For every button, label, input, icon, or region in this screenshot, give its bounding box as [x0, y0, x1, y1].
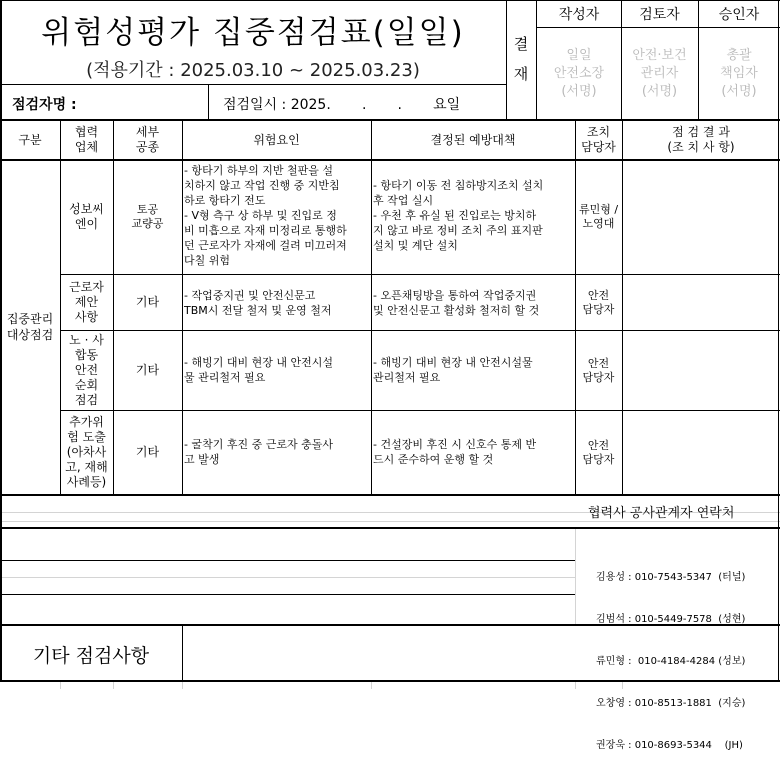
- signer-reviewer-box[interactable]: 안전·보건 관리자 (서명): [632, 47, 687, 99]
- approval-role-approver: 승인자: [718, 6, 760, 23]
- approval-role-writer: 작성자: [558, 6, 600, 23]
- approval-role-reviewer: 검토자: [639, 6, 680, 23]
- signer-writer-box[interactable]: 일일 안전소장 (서명): [553, 47, 605, 99]
- row4-hazard: - 굴착기 후진 중 근로자 충돌사 고 발생: [184, 438, 333, 466]
- inspection-date-label: 점검일시 : 2025. . . 요일: [223, 97, 461, 113]
- contact-item: 김범석 : 010-5449-7578 (성현): [596, 614, 746, 625]
- col-header-result: 점 검 결 과 (조 치 사 항): [667, 125, 735, 154]
- contact-item: 류민형 : 010-4184-4284 (성보): [596, 656, 746, 667]
- inspector-label: 점검자명 :: [12, 97, 77, 113]
- approval-side-label: 결 재: [513, 35, 529, 83]
- row2-result[interactable]: [622, 275, 780, 330]
- col-header-manager: 조치 담당자: [581, 125, 616, 154]
- row1-measure: - 항타기 이동 전 침하방지조치 설치 후 작업 실시 - 우천 후 유실 된 진입로는 방치하 지 않고 바로 정비 조치 주의 표지판 설치 및 계단 설치: [373, 179, 544, 252]
- other-items-label: 기타 점검사항: [32, 644, 150, 667]
- row1-hazard: - 항타기 하부의 지반 철판을 설 치하지 않고 작업 진행 중 지반침 하로 항타기 전도 - V형 측구 상 하부 및 진입로 정 비 미흡으로 자재 미정리로 통행하 던 근로자가 자재에 걸려 미끄러져 다칠 위험: [184, 164, 347, 267]
- row4-measure: - 건설장비 후진 시 신호수 통제 반 드시 준수하여 운행 할 것: [373, 438, 537, 466]
- row1-manager: 류민형 / 노영대: [578, 203, 619, 230]
- col-header-trade: 세부 공종: [135, 125, 160, 154]
- contact-item: 김용성 : 010-7543-5347 (터널): [596, 572, 746, 583]
- row3-hazard: - 해빙기 대비 현장 내 안전시설 물 관리철저 필요: [184, 356, 333, 384]
- row3-manager: 안전 담당자: [582, 356, 615, 384]
- row2-partner: 근로자 제안 사항: [69, 280, 104, 324]
- contact-list: [596, 543, 780, 751]
- contact-item: 권장욱 : 010-8693-5344 (JH): [596, 740, 743, 751]
- row1-trade: 토공 교량공: [131, 203, 164, 230]
- col-header-hazard: 위험요인: [253, 132, 300, 147]
- contacts-title: 협력사 공사관계자 연락처: [588, 506, 735, 521]
- row3-measure: - 해빙기 대비 현장 내 안전시설물 관리철저 필요: [373, 356, 533, 384]
- inspector-field[interactable]: [0, 85, 208, 119]
- row4-partner: 추가위 험 도출 (아차사 고, 재해 사례등): [65, 415, 108, 489]
- row3-partner: 노 · 사 합동 안전 순회 점검: [69, 333, 104, 407]
- contact-notes-area[interactable]: [0, 530, 575, 624]
- contact-item: 오창영 : 010-8513-1881 (지승): [596, 698, 746, 709]
- row1-partner: 성보씨 엔이: [69, 202, 104, 231]
- row4-result[interactable]: [622, 411, 780, 494]
- row2-hazard: - 작업중지권 및 안전신문고 TBM시 전달 철저 및 운영 철저: [184, 289, 332, 317]
- row2-manager: 안전 담당자: [582, 288, 615, 316]
- row1-result[interactable]: [622, 160, 780, 274]
- application-period: (적용기간 : 2025.03.10 ~ 2025.03.23): [86, 60, 420, 81]
- col-header-category: 구분: [18, 132, 42, 147]
- row3-trade: 기타: [135, 363, 160, 377]
- col-header-partner: 협력 업체: [74, 125, 99, 154]
- page-title: 위험성평가 집중점검표(일일): [41, 14, 465, 51]
- row4-trade: 기타: [135, 445, 160, 459]
- other-items-area[interactable]: [182, 627, 780, 681]
- col-header-measure: 결정된 예방대책: [430, 132, 516, 147]
- row3-result[interactable]: [622, 331, 780, 410]
- inspection-date-field[interactable]: [208, 85, 506, 119]
- row4-manager: 안전 담당자: [582, 438, 615, 466]
- signer-approver-box[interactable]: 총괄 책임자 (서명): [720, 47, 758, 99]
- row2-trade: 기타: [135, 295, 160, 309]
- category-cell: 집중관리 대상점검: [6, 312, 54, 342]
- row2-measure: - 오픈채팅방을 통하여 작업중지권 및 안전신문고 활성화 철저히 할 것: [373, 289, 540, 317]
